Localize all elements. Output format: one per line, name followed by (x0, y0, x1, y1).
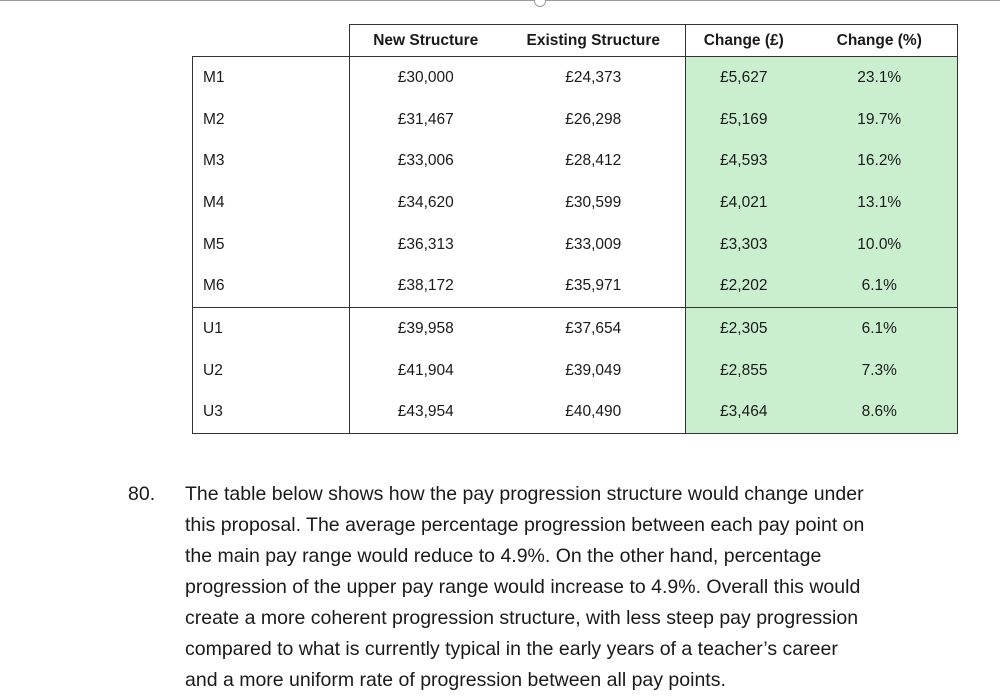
change-gbp-cell: £2,202 (686, 265, 802, 307)
existing-structure-cell: £30,599 (565, 193, 622, 211)
new-structure-cell: £38,172 (350, 265, 502, 307)
table-row (193, 140, 958, 182)
pay-point-cell: M4 (193, 182, 350, 224)
new-structure-cell: £36,313 (397, 235, 454, 253)
change-pct-cell: 10.0% (802, 224, 958, 266)
change-pct-cell: 8.6% (802, 392, 958, 434)
table-header-row (193, 25, 958, 57)
table-row (193, 182, 958, 224)
pay-point-cell: M6 (193, 265, 350, 307)
change-pct-cell: 6.1% (802, 265, 958, 307)
change-pct-cell: 23.1% (802, 57, 958, 99)
new-structure-cell: £31,467 (397, 110, 454, 128)
page-handle (534, 0, 546, 7)
paragraph-number: 80. (128, 483, 156, 505)
table-row (193, 99, 958, 141)
header-existing-structure: Existing Structure (502, 25, 686, 57)
pay-point-cell: M2 (193, 99, 350, 141)
existing-structure-cell: £28,412 (565, 152, 622, 170)
pay-point-cell: M5 (193, 224, 350, 266)
existing-structure-cell: £24,373 (502, 57, 686, 99)
change-gbp-cell: £3,303 (686, 224, 802, 266)
paragraph-line: progression of the upper pay range would increase to 4.9%. Overall this would (185, 576, 861, 598)
table-row (193, 57, 958, 99)
existing-structure-cell: £26,298 (565, 110, 622, 128)
change-gbp-cell: £5,169 (686, 99, 802, 141)
existing-structure-cell: £39,049 (565, 361, 622, 379)
change-pct-cell: 19.7% (802, 99, 958, 141)
new-structure-cell: £41,904 (397, 361, 454, 379)
change-gbp-cell: £4,593 (686, 140, 802, 182)
header-blank-cell (193, 25, 350, 57)
table-row (193, 265, 958, 307)
change-gbp-cell: £2,855 (686, 350, 802, 392)
change-gbp-cell: £5,627 (686, 57, 802, 99)
new-structure-cell: £39,958 (397, 319, 454, 337)
paragraph-line: create a more coherent progression structure, with less steep pay progression (185, 607, 859, 629)
paragraph-line: the main pay range would reduce to 4.9%. On the other hand, percentage (185, 545, 822, 567)
change-gbp-cell: £2,305 (686, 308, 802, 350)
pay-point-cell: U2 (193, 350, 350, 392)
change-pct-cell: 6.1% (802, 308, 958, 350)
existing-structure-cell: £35,971 (502, 265, 686, 307)
header-change-gbp: Change (£) (686, 25, 802, 57)
new-structure-cell: £33,006 (397, 152, 454, 170)
pay-point-cell: U3 (193, 392, 350, 434)
new-structure-cell: £43,954 (350, 392, 502, 434)
table-row (193, 308, 958, 350)
paragraph-line: and a more uniform rate of progression between all pay points. (185, 669, 726, 691)
table-row (193, 350, 958, 392)
change-pct-cell: 13.1% (802, 182, 958, 224)
table-row (193, 224, 958, 266)
change-gbp-cell: £3,464 (686, 392, 802, 434)
change-gbp-cell: £4,021 (686, 182, 802, 224)
new-structure-cell: £34,620 (397, 193, 454, 211)
existing-structure-cell: £40,490 (502, 392, 686, 434)
page-top-rule (0, 0, 1000, 1)
change-pct-cell: 16.2% (802, 140, 958, 182)
paragraph-line: this proposal. The average percentage progression between each pay point on (185, 514, 865, 536)
change-pct-cell: 7.3% (802, 350, 958, 392)
header-new-structure: New Structure (350, 25, 502, 57)
pay-point-cell: U1 (193, 308, 350, 350)
pay-point-cell: M1 (193, 57, 350, 99)
table-row (193, 392, 958, 434)
pay-structure-table (192, 24, 958, 434)
existing-structure-cell: £33,009 (565, 235, 622, 253)
paragraph-line: The table below shows how the pay progression structure would change under (185, 483, 864, 505)
existing-structure-cell: £37,654 (565, 319, 622, 337)
new-structure-cell: £30,000 (350, 57, 502, 99)
paragraph-line: compared to what is currently typical in the early years of a teacher’s career (185, 638, 838, 660)
header-change-pct: Change (%) (802, 25, 958, 57)
paragraph-body (185, 479, 965, 696)
pay-point-cell: M3 (193, 140, 350, 182)
